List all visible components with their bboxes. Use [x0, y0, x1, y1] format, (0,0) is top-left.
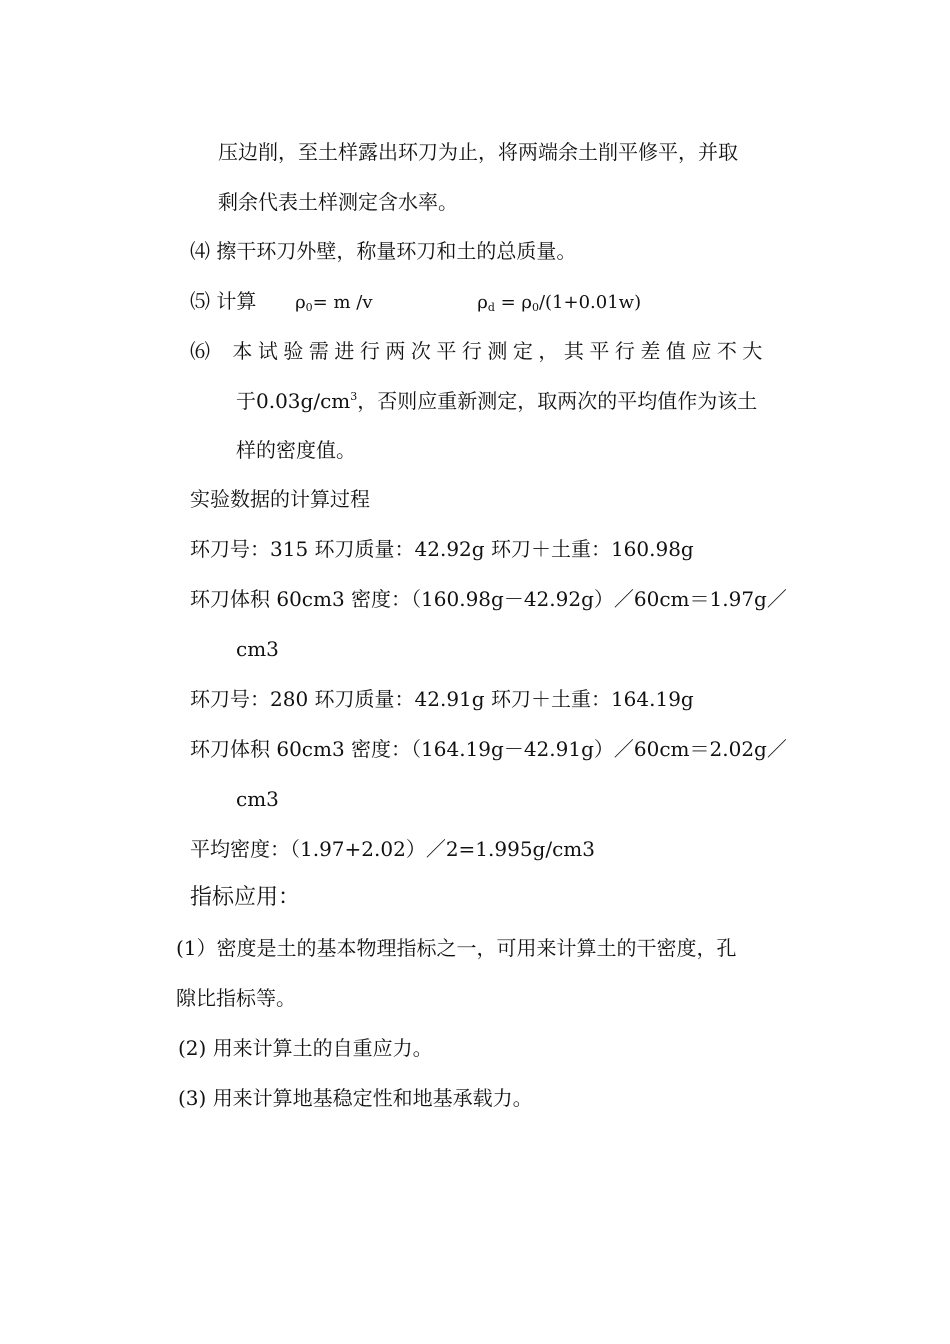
usage-item1-line1: (1）密度是土的基本物理指标之一，可用来计算土的干密度，孔	[176, 936, 737, 960]
cubic-superscript: 3	[350, 390, 358, 403]
ring1-density-unit: cm3	[236, 637, 279, 661]
formula-density-rest: = m /v	[312, 292, 373, 313]
step6-text2a: 于0.03g/cm	[236, 389, 351, 413]
step3-line1: 压边削，至土样露出环刀为止，将两端余土削平修平，并取	[218, 140, 738, 164]
formula-dry-mid: = ρ	[494, 292, 532, 313]
rho-subscript-d: d	[487, 301, 495, 314]
ring2-density-unit: cm3	[236, 787, 279, 811]
step6-text2b: ，否则应重新测定，取两次的平均值作为该土	[357, 389, 758, 413]
usage-item3: (3) 用来计算地基稳定性和地基承载力。	[178, 1086, 533, 1110]
rho-subscript-0-dry: 0	[531, 301, 539, 314]
step5	[190, 291, 641, 313]
step4-number: ⑷	[190, 239, 210, 263]
ring2-density: 环刀体积 60cm3 密度：（164.19g－42.91g）／60cm＝2.02g／	[190, 737, 787, 761]
usage-item2: (2) 用来计算土的自重应力。	[178, 1036, 433, 1060]
formula-dry-density	[477, 292, 641, 313]
formula-density	[295, 292, 372, 313]
step6-line2	[236, 391, 757, 411]
average-density: 平均密度：（1.97+2.02）／2=1.995g/cm3	[190, 837, 595, 861]
step4-text: 擦干环刀外壁，称量环刀和土的总质量。	[216, 239, 577, 263]
step6-text1: 本试验需进行两次平行测定，其平行差值应不大	[232, 339, 768, 363]
rho-symbol-dry: ρ	[477, 292, 488, 313]
usage-item1-line2: 隙比指标等。	[176, 986, 296, 1010]
ring2-info: 环刀号：280 环刀质量：42.91g 环刀＋土重：164.19g	[190, 687, 694, 711]
step5-label: 计算	[216, 289, 257, 313]
ring1-density: 环刀体积 60cm3 密度：（160.98g－42.92g）／60cm＝1.97g／	[190, 587, 787, 611]
step6-line3: 样的密度值。	[236, 438, 356, 462]
usage-heading: 指标应用：	[190, 885, 301, 910]
rho-symbol: ρ	[295, 292, 306, 313]
calc-heading: 实验数据的计算过程	[190, 487, 370, 511]
step5-number: ⑸	[190, 289, 210, 313]
rho-subscript-0: 0	[305, 301, 313, 314]
step4	[190, 241, 576, 261]
step6-number: ⑹	[190, 339, 210, 363]
formula-dry-rest: /(1+0.01w)	[538, 292, 642, 313]
step3-line2: 剩余代表土样测定含水率。	[218, 190, 458, 214]
step6-line1	[190, 341, 768, 361]
ring1-info: 环刀号：315 环刀质量：42.92g 环刀＋土重：160.98g	[190, 537, 694, 561]
